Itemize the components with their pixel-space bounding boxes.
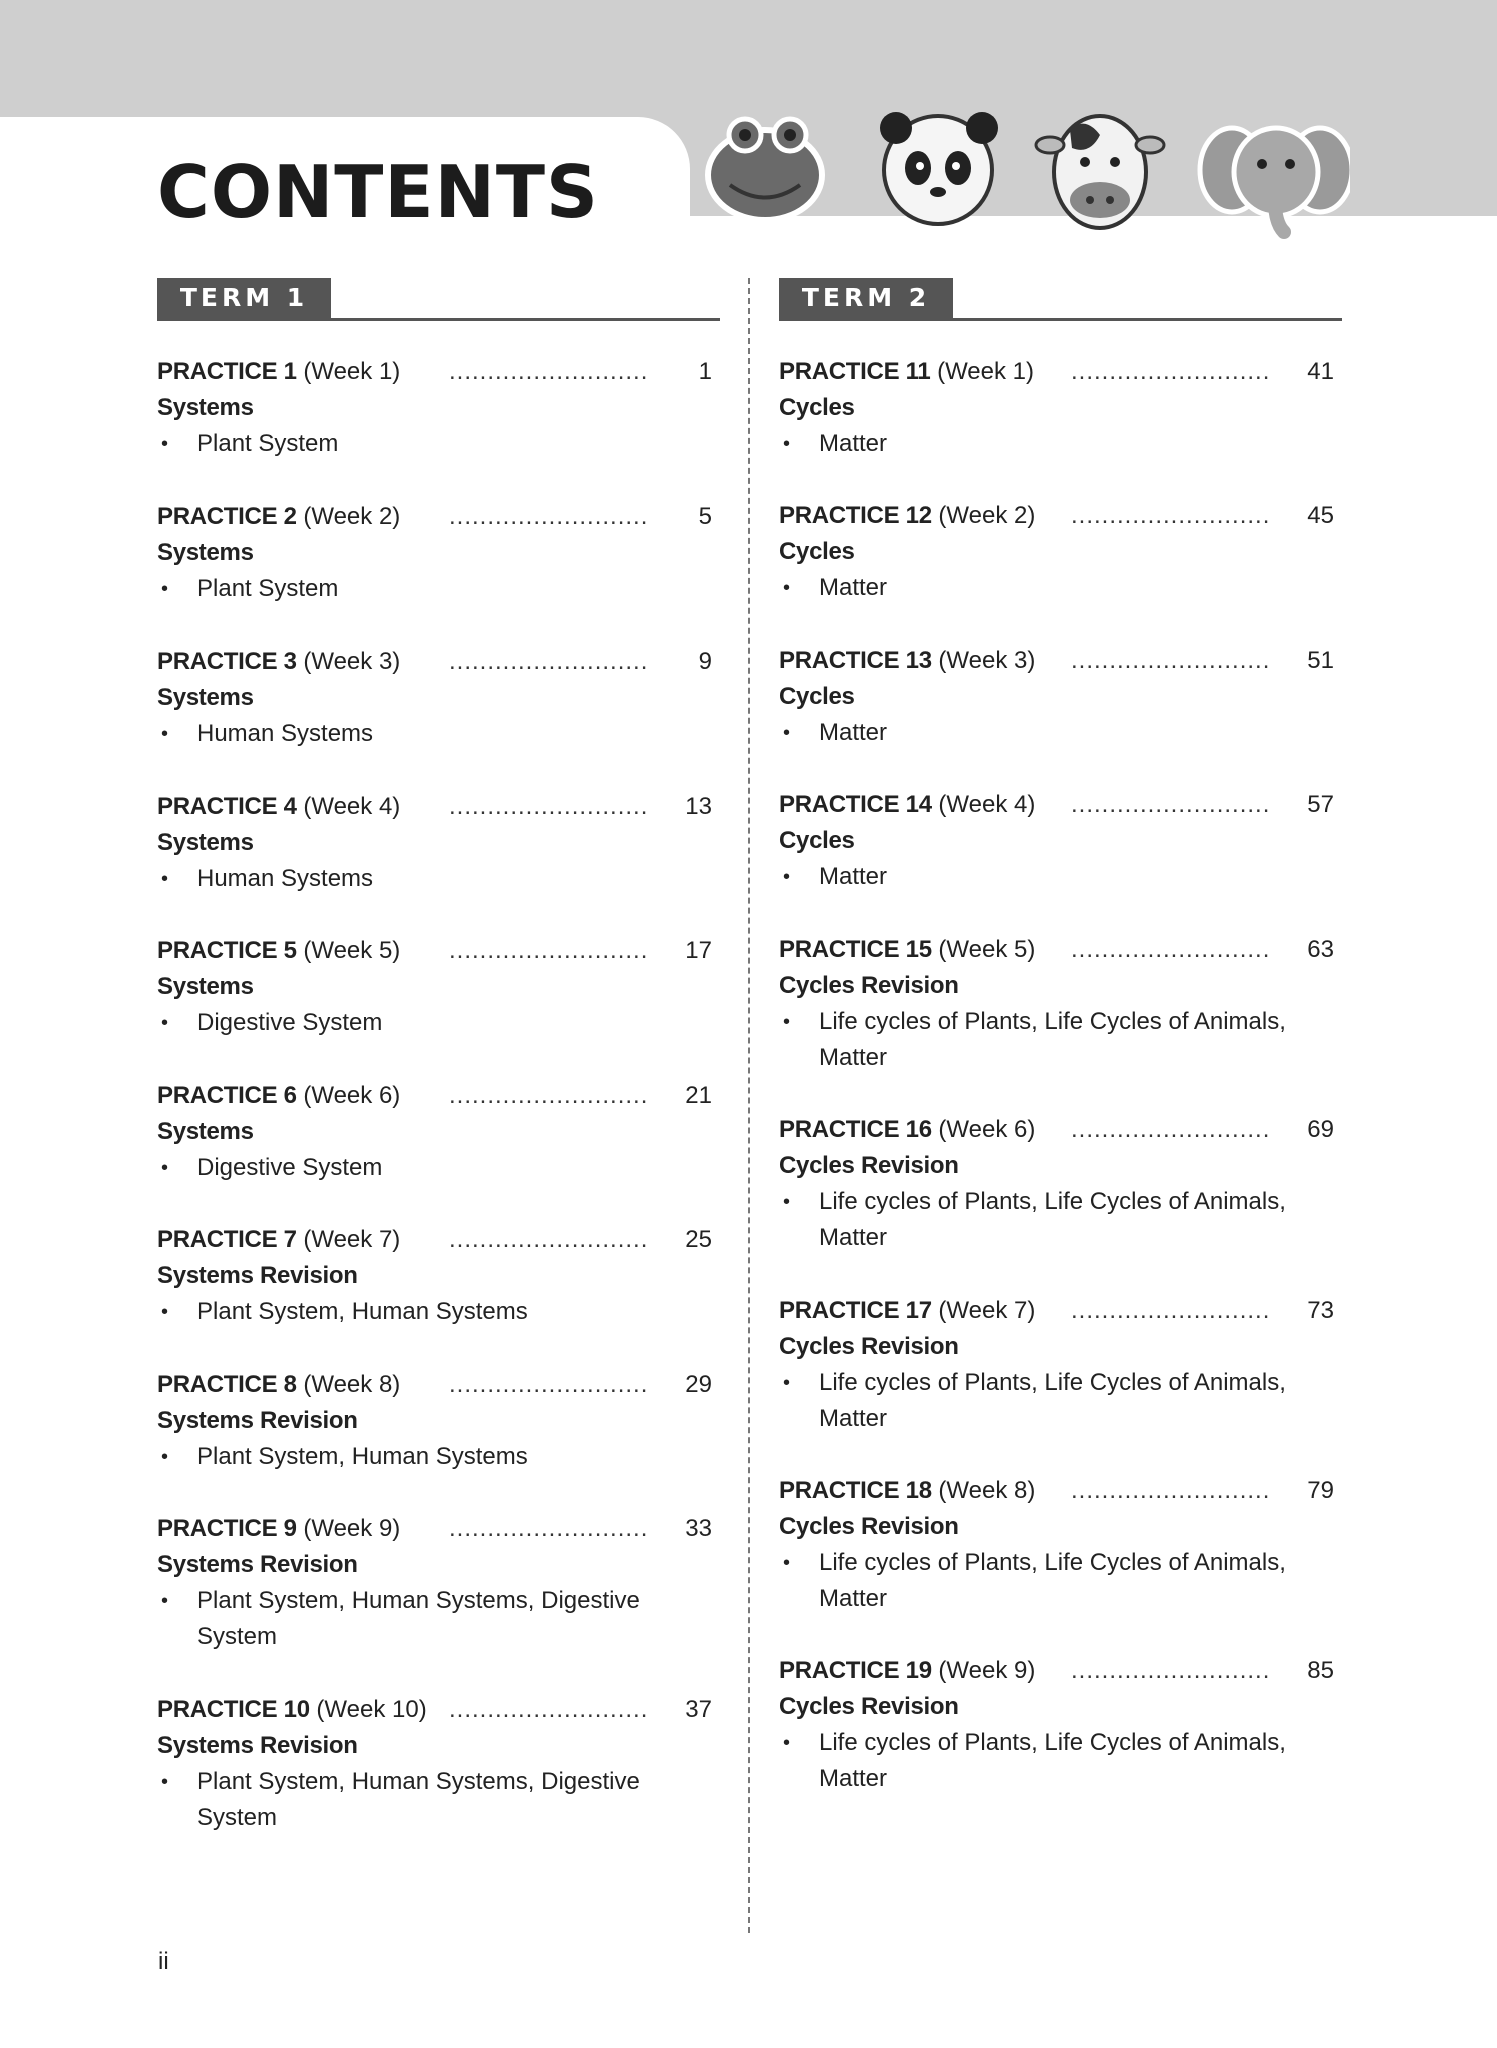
- topic: Cycles Revision: [779, 1513, 959, 1540]
- term2-tab: TERM 2: [779, 278, 953, 318]
- page-number: 33: [685, 1515, 712, 1542]
- toc-entry: PRACTICE 18 (Week 8) .......................... 79 Cycles Revision • Life cycles of Plants, Life Cycles of Animals, Matter: [779, 1472, 1339, 1617]
- bullet-icon: •: [161, 1012, 169, 1034]
- cow-icon: [1036, 116, 1164, 228]
- panda-icon: [880, 112, 998, 224]
- page-number: 51: [1307, 647, 1334, 674]
- bullet-icon: •: [161, 1771, 169, 1793]
- toc-entry: PRACTICE 5 (Week 5) .......................... 17 Systems • Digestive System: [157, 932, 717, 1041]
- topic: Cycles Revision: [779, 1693, 959, 1720]
- topic: Systems: [157, 829, 254, 856]
- subtopic: • Plant System: [157, 571, 717, 607]
- page-number: 29: [685, 1371, 712, 1398]
- mascot-row: [700, 100, 1350, 250]
- subtopic: • Life cycles of Plants, Life Cycles of Animals, Matter: [779, 1545, 1339, 1617]
- subtopic: • Plant System, Human Systems, Digestive System: [157, 1764, 717, 1836]
- toc-entry: PRACTICE 16 (Week 6) .......................... 69 Cycles Revision • Life cycles of Plants, Life Cycles of Animals, Matter: [779, 1111, 1339, 1256]
- page-title: CONTENTS: [157, 150, 599, 234]
- toc-entry: PRACTICE 1 (Week 1) .......................... 1 Systems • Plant System: [157, 353, 717, 462]
- toc-entry: PRACTICE 7 (Week 7) .......................... 25 Systems Revision • Plant System, Human Systems: [157, 1221, 717, 1330]
- subtopic: • Plant System, Human Systems: [157, 1294, 717, 1330]
- toc-entry: PRACTICE 9 (Week 9) .......................... 33 Systems Revision • Plant System, Human Systems, Digestive System: [157, 1510, 717, 1655]
- toc-entry: PRACTICE 2 (Week 2) .......................... 5 Systems • Plant System: [157, 498, 717, 607]
- bullet-icon: •: [161, 1590, 169, 1612]
- term2-header: [779, 278, 1342, 321]
- subtopic: • Life cycles of Plants, Life Cycles of Animals, Matter: [779, 1365, 1339, 1437]
- bullet-icon: •: [783, 1372, 791, 1394]
- toc-entry: PRACTICE 19 (Week 9) .......................... 85 Cycles Revision • Life cycles of Plants, Life Cycles of Animals, Matter: [779, 1652, 1339, 1797]
- topic: Systems: [157, 684, 254, 711]
- bullet-icon: •: [161, 433, 169, 455]
- term1-header: [157, 278, 720, 321]
- toc-entry: PRACTICE 8 (Week 8) .......................... 29 Systems Revision • Plant System, Human Systems: [157, 1366, 717, 1475]
- page-number: 5: [698, 503, 712, 530]
- page-number: 37: [685, 1696, 712, 1723]
- toc-entry: PRACTICE 4 (Week 4) .......................... 13 Systems • Human Systems: [157, 788, 717, 897]
- bullet-icon: •: [161, 1157, 169, 1179]
- topic: Systems: [157, 1118, 254, 1145]
- page-number: 21: [685, 1082, 712, 1109]
- toc-entry: PRACTICE 11 (Week 1) .......................... 41 Cycles • Matter: [779, 353, 1339, 462]
- toc-entry: PRACTICE 3 (Week 3) .......................... 9 Systems • Human Systems: [157, 643, 717, 752]
- bullet-icon: •: [161, 578, 169, 600]
- topic: Systems: [157, 394, 254, 421]
- page-number: 69: [1307, 1116, 1334, 1143]
- topic: Cycles Revision: [779, 1152, 959, 1179]
- elephant-icon: [1200, 128, 1350, 232]
- bullet-icon: •: [783, 577, 791, 599]
- topic: Systems Revision: [157, 1551, 358, 1578]
- subtopic: • Matter: [779, 859, 1339, 895]
- subtopic: • Digestive System: [157, 1150, 717, 1186]
- subtopic: • Plant System, Human Systems, Digestive System: [157, 1583, 717, 1655]
- bullet-icon: •: [783, 866, 791, 888]
- toc-entry: PRACTICE 14 (Week 4) .......................... 57 Cycles • Matter: [779, 786, 1339, 895]
- column-divider: [748, 278, 750, 1933]
- topic: Cycles Revision: [779, 1333, 959, 1360]
- subtopic: • Matter: [779, 426, 1339, 462]
- subtopic: • Life cycles of Plants, Life Cycles of Animals, Matter: [779, 1725, 1339, 1797]
- toc-entry: PRACTICE 15 (Week 5) .......................... 63 Cycles Revision • Life cycles of Plants, Life Cycles of Animals, Matter: [779, 931, 1339, 1076]
- bullet-icon: •: [161, 868, 169, 890]
- page-number: 57: [1307, 791, 1334, 818]
- subtopic: • Human Systems: [157, 861, 717, 897]
- topic: Cycles: [779, 827, 855, 854]
- bullet-icon: •: [783, 1732, 791, 1754]
- subtopic: • Matter: [779, 570, 1339, 606]
- term1-tab: TERM 1: [157, 278, 331, 318]
- page-number: 9: [698, 648, 712, 675]
- bullet-icon: •: [783, 722, 791, 744]
- topic: Cycles Revision: [779, 972, 959, 999]
- topic: Systems: [157, 539, 254, 566]
- page-number: 1: [698, 358, 712, 385]
- toc-entry: PRACTICE 6 (Week 6) .......................... 21 Systems • Digestive System: [157, 1077, 717, 1186]
- bullet-icon: •: [783, 433, 791, 455]
- subtopic: • Matter: [779, 715, 1339, 751]
- bullet-icon: •: [161, 1446, 169, 1468]
- page-number: 63: [1307, 936, 1334, 963]
- toc-entry: PRACTICE 17 (Week 7) .......................... 73 Cycles Revision • Life cycles of Plants, Life Cycles of Animals, Matter: [779, 1292, 1339, 1437]
- topic: Cycles: [779, 683, 855, 710]
- page-number: 73: [1307, 1297, 1334, 1324]
- topic: Systems Revision: [157, 1732, 358, 1759]
- page-number: 41: [1307, 358, 1334, 385]
- bullet-icon: •: [161, 1301, 169, 1323]
- topic: Cycles: [779, 394, 855, 421]
- toc-entry: PRACTICE 13 (Week 3) .......................... 51 Cycles • Matter: [779, 642, 1339, 751]
- frog-icon: [708, 119, 822, 220]
- toc-entry: PRACTICE 12 (Week 2) .......................... 45 Cycles • Matter: [779, 497, 1339, 606]
- subtopic: • Digestive System: [157, 1005, 717, 1041]
- bullet-icon: •: [783, 1191, 791, 1213]
- topic: Systems Revision: [157, 1407, 358, 1434]
- page-number: 85: [1307, 1657, 1334, 1684]
- bullet-icon: •: [783, 1552, 791, 1574]
- topic: Systems: [157, 973, 254, 1000]
- bullet-icon: •: [161, 723, 169, 745]
- toc-entry: PRACTICE 10 (Week 10) .......................... 37 Systems Revision • Plant System, Human Systems, Digestive System: [157, 1691, 717, 1836]
- subtopic: • Life cycles of Plants, Life Cycles of Animals, Matter: [779, 1184, 1339, 1256]
- subtopic: • Human Systems: [157, 716, 717, 752]
- subtopic: • Plant System: [157, 426, 717, 462]
- topic: Cycles: [779, 538, 855, 565]
- page-number: 25: [685, 1226, 712, 1253]
- bullet-icon: •: [783, 1011, 791, 1033]
- page-number: 45: [1307, 502, 1334, 529]
- subtopic: • Plant System, Human Systems: [157, 1439, 717, 1475]
- page-number: 79: [1307, 1477, 1334, 1504]
- subtopic: • Life cycles of Plants, Life Cycles of Animals, Matter: [779, 1004, 1339, 1076]
- page-number: 17: [685, 937, 712, 964]
- page-number: 13: [685, 793, 712, 820]
- page-folio: ii: [158, 1948, 169, 1975]
- topic: Systems Revision: [157, 1262, 358, 1289]
